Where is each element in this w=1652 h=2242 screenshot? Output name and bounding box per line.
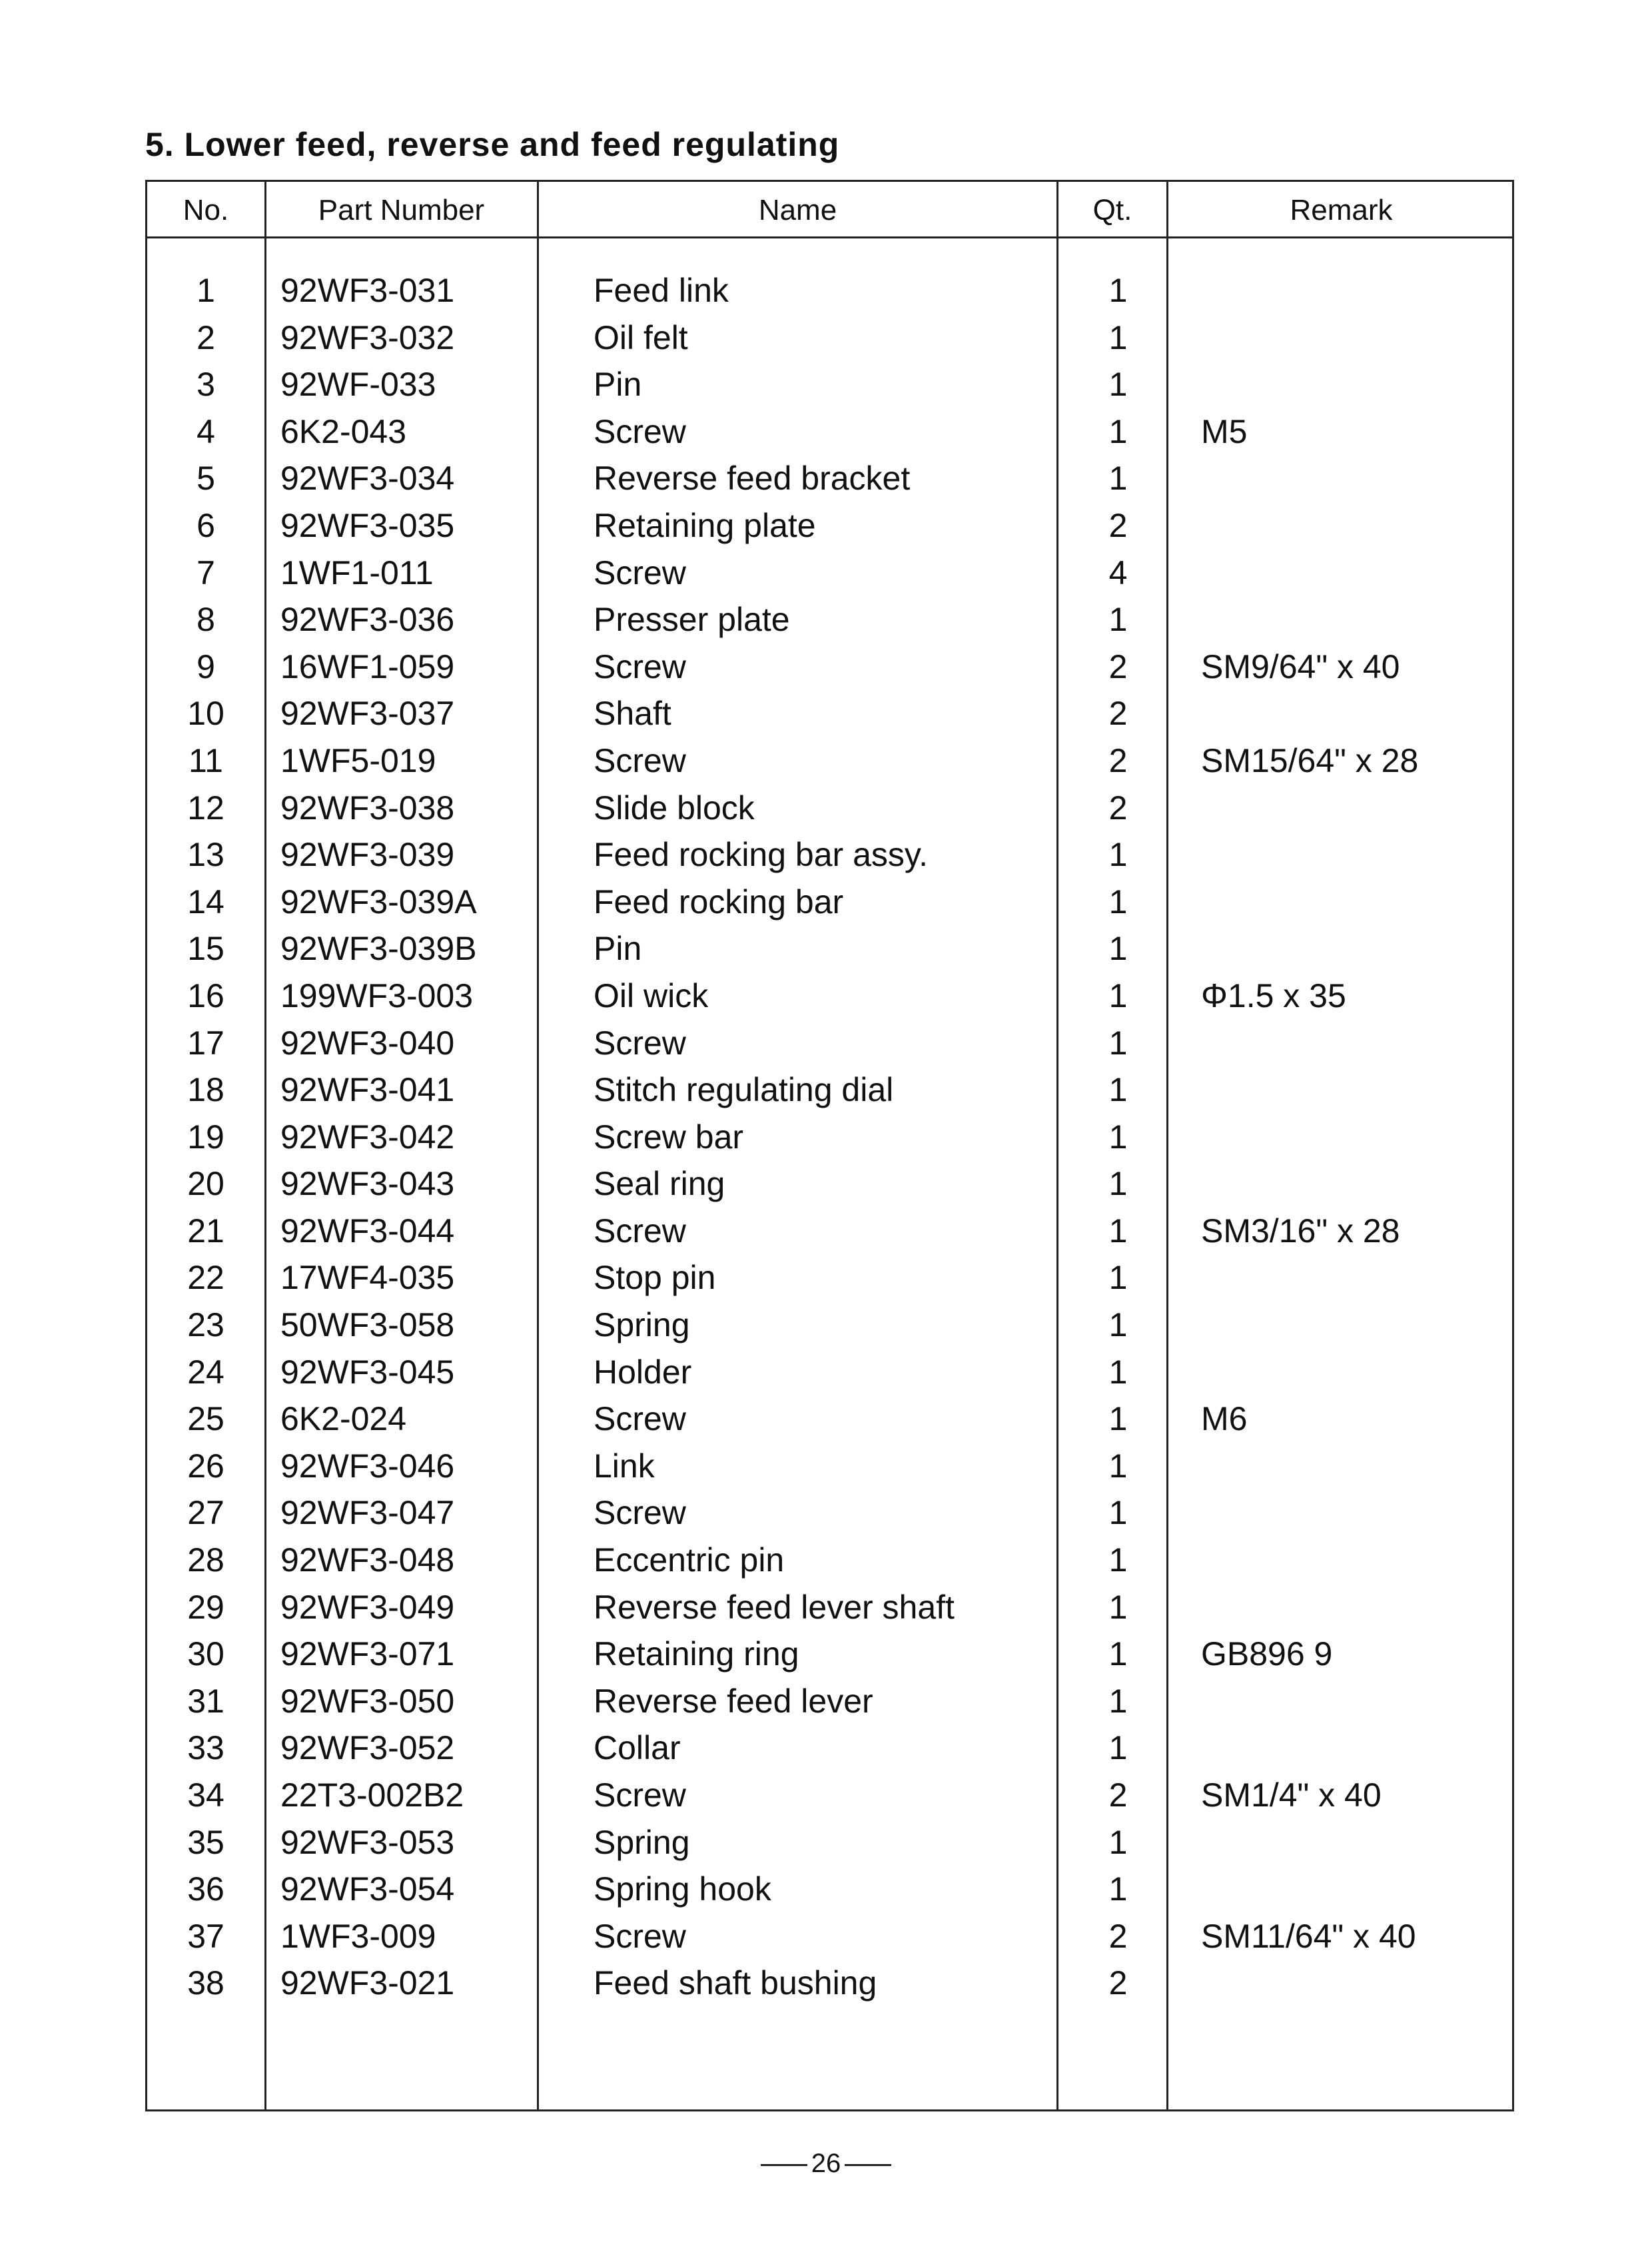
- cell-name: Screw bar: [594, 1118, 744, 1156]
- table-row: [147, 1631, 1512, 1678]
- cell-name: Seal ring: [594, 1165, 725, 1203]
- cell-name: Collar: [594, 1729, 681, 1767]
- cell-no: 10: [187, 695, 224, 733]
- table-row: [147, 879, 1512, 926]
- table-row: [147, 1724, 1512, 1772]
- cell-name: Reverse feed lever: [594, 1682, 873, 1720]
- cell-no: 14: [187, 883, 224, 921]
- header-qt: Qt.: [1092, 194, 1132, 226]
- cell-part-number: 16WF1-059: [280, 647, 455, 685]
- cell-qt: 1: [1108, 1870, 1128, 1908]
- cell-remark: SM9/64" x 40: [1201, 647, 1400, 685]
- cell-remark: M5: [1201, 412, 1248, 450]
- table-row: [147, 643, 1512, 691]
- table-row: [147, 314, 1512, 362]
- cell-qt: 1: [1108, 930, 1128, 968]
- cell-qt: 2: [1108, 647, 1128, 685]
- cell-part-number: 92WF3-046: [280, 1447, 455, 1485]
- cell-part-number: 92WF3-049: [280, 1588, 455, 1626]
- cell-no: 20: [187, 1165, 224, 1203]
- cell-no: 15: [187, 930, 224, 968]
- table-row: [147, 550, 1512, 597]
- table-row: [147, 690, 1512, 737]
- cell-name: Feed rocking bar: [594, 883, 844, 921]
- cell-no: 1: [197, 272, 215, 309]
- cell-part-number: 1WF1-011: [280, 554, 434, 591]
- cell-part-number: 92WF-033: [280, 366, 436, 404]
- cell-qt: 1: [1108, 1729, 1128, 1767]
- cell-name: Feed shaft bushing: [594, 1964, 877, 2002]
- cell-part-number: 50WF3-058: [280, 1306, 455, 1344]
- cell-name: Screw: [594, 554, 686, 591]
- table-row: [147, 1254, 1512, 1302]
- table-row: [147, 408, 1512, 456]
- cell-qt: 1: [1108, 1165, 1128, 1203]
- cell-part-number: 1WF3-009: [280, 1917, 436, 1955]
- cell-no: 19: [187, 1118, 224, 1156]
- table-body: [147, 267, 1512, 2007]
- cell-qt: 1: [1108, 1118, 1128, 1156]
- header-part-number: Part Number: [318, 194, 485, 226]
- cell-part-number: 92WF3-044: [280, 1212, 455, 1250]
- table-row: [147, 1208, 1512, 1255]
- cell-remark: Φ1.5 x 35: [1201, 976, 1346, 1014]
- cell-part-number: 92WF3-042: [280, 1118, 455, 1156]
- cell-name: Screw: [594, 1776, 686, 1814]
- cell-part-number: 92WF3-039A: [280, 883, 477, 921]
- cell-part-number: 6K2-043: [280, 412, 407, 450]
- table-row: [147, 831, 1512, 879]
- cell-remark: M6: [1201, 1400, 1248, 1438]
- table-row: [147, 1960, 1512, 2007]
- cell-qt: 1: [1108, 1541, 1128, 1579]
- cell-part-number: 17WF4-035: [280, 1259, 455, 1297]
- cell-qt: 2: [1108, 789, 1128, 827]
- page-number-text: 26: [811, 2149, 841, 2178]
- cell-qt: 2: [1108, 1964, 1128, 2002]
- cell-no: 6: [197, 506, 215, 544]
- cell-no: 24: [187, 1353, 224, 1391]
- cell-part-number: 92WF3-031: [280, 272, 455, 309]
- cell-qt: 1: [1108, 1447, 1128, 1485]
- cell-no: 31: [187, 1682, 224, 1720]
- cell-qt: 1: [1108, 318, 1128, 356]
- cell-part-number: 92WF3-021: [280, 1964, 455, 2002]
- cell-part-number: 92WF3-054: [280, 1870, 455, 1908]
- table-row: [147, 1443, 1512, 1490]
- cell-no: 2: [197, 318, 215, 356]
- cell-no: 27: [187, 1494, 224, 1532]
- cell-name: Pin: [594, 366, 642, 404]
- table-row: [147, 596, 1512, 643]
- cell-part-number: 92WF3-032: [280, 318, 455, 356]
- cell-qt: 1: [1108, 976, 1128, 1014]
- cell-qt: 1: [1108, 883, 1128, 921]
- parts-table: [145, 180, 1514, 2111]
- cell-part-number: 92WF3-036: [280, 601, 455, 639]
- cell-qt: 1: [1108, 1588, 1128, 1626]
- table-row: [147, 1537, 1512, 1584]
- page-number: [0, 2149, 1652, 2179]
- cell-qt: 1: [1108, 412, 1128, 450]
- cell-part-number: 92WF3-071: [280, 1635, 455, 1673]
- table-row: [147, 1066, 1512, 1114]
- table-row: [147, 1489, 1512, 1537]
- cell-no: 3: [197, 366, 215, 404]
- cell-name: Reverse feed lever shaft: [594, 1588, 955, 1626]
- cell-name: Shaft: [594, 695, 671, 733]
- header-divider: [147, 236, 1512, 238]
- table-row: [147, 1302, 1512, 1349]
- cell-remark: SM3/16" x 28: [1201, 1212, 1400, 1250]
- cell-remark: SM11/64" x 40: [1201, 1917, 1416, 1955]
- table-row: [147, 1020, 1512, 1067]
- cell-qt: 1: [1108, 836, 1128, 874]
- cell-no: 28: [187, 1541, 224, 1579]
- cell-no: 7: [197, 554, 215, 591]
- header-remark: Remark: [1290, 194, 1393, 226]
- cell-name: Screw: [594, 647, 686, 685]
- cell-name: Stitch regulating dial: [594, 1071, 894, 1109]
- table-row: [147, 1584, 1512, 1631]
- table-row: [147, 267, 1512, 314]
- cell-qt: 2: [1108, 741, 1128, 779]
- table-row: [147, 455, 1512, 502]
- cell-part-number: 92WF3-038: [280, 789, 455, 827]
- cell-qt: 1: [1108, 1494, 1128, 1532]
- cell-part-number: 92WF3-047: [280, 1494, 455, 1532]
- cell-name: Screw: [594, 1400, 686, 1438]
- cell-qt: 1: [1108, 1259, 1128, 1297]
- cell-qt: 1: [1108, 272, 1128, 309]
- cell-name: Spring: [594, 1306, 690, 1344]
- cell-remark: GB896 9: [1201, 1635, 1333, 1673]
- cell-name: Spring hook: [594, 1870, 771, 1908]
- cell-no: 37: [187, 1917, 224, 1955]
- cell-name: Presser plate: [594, 601, 790, 639]
- cell-qt: 1: [1108, 1682, 1128, 1720]
- page-title: 5. Lower feed, reverse and feed regulating: [145, 126, 840, 163]
- cell-name: Screw: [594, 1024, 686, 1062]
- cell-name: Screw: [594, 412, 686, 450]
- cell-qt: 1: [1108, 1212, 1128, 1250]
- cell-qt: 1: [1108, 601, 1128, 639]
- cell-part-number: 6K2-024: [280, 1400, 407, 1438]
- cell-no: 33: [187, 1729, 224, 1767]
- cell-no: 26: [187, 1447, 224, 1485]
- cell-no: 36: [187, 1870, 224, 1908]
- table-row: [147, 1819, 1512, 1866]
- cell-part-number: 92WF3-050: [280, 1682, 455, 1720]
- cell-no: 35: [187, 1823, 224, 1861]
- cell-part-number: 199WF3-003: [280, 976, 474, 1014]
- cell-remark: SM1/4" x 40: [1201, 1776, 1382, 1814]
- cell-no: 5: [197, 460, 215, 498]
- cell-name: Link: [594, 1447, 655, 1485]
- cell-no: 22: [187, 1259, 224, 1297]
- cell-name: Oil felt: [594, 318, 688, 356]
- cell-name: Screw: [594, 1494, 686, 1532]
- cell-name: Feed rocking bar assy.: [594, 836, 929, 874]
- table-row: [147, 1678, 1512, 1725]
- cell-part-number: 92WF3-037: [280, 695, 455, 733]
- table-row: [147, 925, 1512, 972]
- cell-no: 25: [187, 1400, 224, 1438]
- table-row: [147, 502, 1512, 550]
- cell-name: Stop pin: [594, 1259, 716, 1297]
- cell-no: 13: [187, 836, 224, 874]
- cell-no: 21: [187, 1212, 224, 1250]
- cell-name: Screw: [594, 1212, 686, 1250]
- cell-part-number: 92WF3-040: [280, 1024, 455, 1062]
- cell-part-number: 92WF3-048: [280, 1541, 455, 1579]
- cell-no: 8: [197, 601, 215, 639]
- cell-part-number: 1WF5-019: [280, 741, 436, 779]
- cell-name: Screw: [594, 741, 686, 779]
- cell-qt: 2: [1108, 1776, 1128, 1814]
- cell-no: 17: [187, 1024, 224, 1062]
- cell-qt: 1: [1108, 460, 1128, 498]
- cell-no: 30: [187, 1635, 224, 1673]
- cell-part-number: 92WF3-034: [280, 460, 455, 498]
- table-row: [147, 1395, 1512, 1443]
- cell-no: 23: [187, 1306, 224, 1344]
- header-no: No.: [183, 194, 229, 226]
- cell-qt: 1: [1108, 1024, 1128, 1062]
- cell-no: 16: [187, 976, 224, 1014]
- cell-part-number: 92WF3-053: [280, 1823, 455, 1861]
- table-row: [147, 737, 1512, 785]
- cell-no: 34: [187, 1776, 224, 1814]
- cell-no: 18: [187, 1071, 224, 1109]
- cell-part-number: 92WF3-052: [280, 1729, 455, 1767]
- cell-part-number: 92WF3-039B: [280, 930, 477, 968]
- cell-part-number: 92WF3-045: [280, 1353, 455, 1391]
- table-row: [147, 361, 1512, 408]
- table-row: [147, 972, 1512, 1020]
- header-name: Name: [758, 194, 837, 226]
- table-row: [147, 1772, 1512, 1819]
- cell-qt: 2: [1108, 695, 1128, 733]
- cell-name: Pin: [594, 930, 642, 968]
- cell-name: Oil wick: [594, 976, 709, 1014]
- cell-qt: 1: [1108, 1400, 1128, 1438]
- cell-name: Reverse feed bracket: [594, 460, 911, 498]
- cell-name: Retaining ring: [594, 1635, 799, 1673]
- cell-name: Spring: [594, 1823, 690, 1861]
- cell-name: Retaining plate: [594, 506, 816, 544]
- cell-remark: SM15/64" x 28: [1201, 741, 1419, 779]
- cell-part-number: 22T3-002B2: [280, 1776, 464, 1814]
- cell-no: 29: [187, 1588, 224, 1626]
- cell-qt: 1: [1108, 1353, 1128, 1391]
- cell-qt: 1: [1108, 1635, 1128, 1673]
- cell-no: 38: [187, 1964, 224, 2002]
- cell-qt: 2: [1108, 1917, 1128, 1955]
- table-row: [147, 1349, 1512, 1396]
- cell-qt: 4: [1108, 554, 1128, 591]
- cell-no: 4: [197, 412, 215, 450]
- cell-qt: 1: [1108, 1823, 1128, 1861]
- cell-part-number: 92WF3-043: [280, 1165, 455, 1203]
- table-row: [147, 1913, 1512, 1960]
- cell-name: Holder: [594, 1353, 692, 1391]
- cell-name: Eccentric pin: [594, 1541, 785, 1579]
- dash-right: [845, 2164, 891, 2166]
- table-row: [147, 1114, 1512, 1161]
- cell-qt: 2: [1108, 506, 1128, 544]
- table-row: [147, 1160, 1512, 1208]
- cell-part-number: 92WF3-035: [280, 506, 455, 544]
- table-row: [147, 1866, 1512, 1913]
- cell-qt: 1: [1108, 1071, 1128, 1109]
- table-row: [147, 785, 1512, 832]
- cell-no: 11: [189, 741, 223, 779]
- cell-no: 9: [197, 647, 215, 685]
- cell-part-number: 92WF3-039: [280, 836, 455, 874]
- cell-name: Feed link: [594, 272, 729, 309]
- cell-name: Screw: [594, 1917, 686, 1955]
- cell-qt: 1: [1108, 366, 1128, 404]
- cell-part-number: 92WF3-041: [280, 1071, 455, 1109]
- dash-left: [761, 2164, 807, 2166]
- cell-no: 12: [187, 789, 224, 827]
- cell-name: Slide block: [594, 789, 755, 827]
- cell-qt: 1: [1108, 1306, 1128, 1344]
